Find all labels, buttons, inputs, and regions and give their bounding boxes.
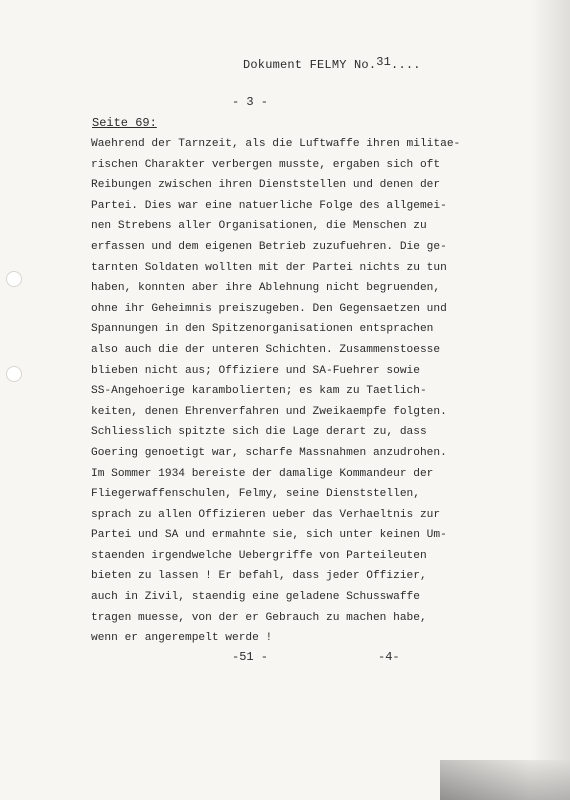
body-text [91,134,461,649]
page-corner-shadow [440,760,570,800]
text-line: also auch die der unteren Schichten. Zusammenstoesse [91,343,441,356]
text-line: Goering genoetigt war, scharfe Massnahmen anzudrohen. [91,446,447,459]
footer-page-number: -51 - [232,650,269,664]
punch-hole [6,366,22,382]
text-line: Spannungen in den Spitzenorganisationen entsprachen [91,323,434,336]
text-line: ohne ihr Geheimnis preiszugeben. Den Gegensaetzen und [91,302,447,315]
text-line: Schliesslich spitzte sich die Lage derart zu, dass [91,426,427,439]
document-reference-number: 31 [376,55,392,69]
section-heading: Seite 69: [92,116,157,130]
text-line: haben, konnten aber ihre Ablehnung nicht begruenden, [91,282,441,295]
text-line: Waehrend der Tarnzeit, als die Luftwaffe ihren militae- [91,138,461,150]
text-line: Reibungen zwischen ihren Dienststellen und denen der [91,179,441,192]
text-line: wenn er angerempelt werde ! [91,632,273,645]
text-line: nen Strebens aller Organisationen, die Menschen zu [91,220,427,233]
text-line: Fliegerwaffenschulen, Felmy, seine Dienststellen, [91,488,420,501]
text-line: auch in Zivil, staendig eine geladene Schusswaffe [91,591,420,604]
document-reference-prefix: Dokument FELMY No. [243,58,377,72]
text-line: SS-Angehoerige karambolierten; es kam zu Taetlich- [91,385,427,398]
text-line: tragen muesse, von der er Gebrauch zu machen habe, [91,611,427,624]
page-edge-shadow [530,0,570,800]
document-reference [243,55,421,72]
text-line: sprach zu allen Offizieren ueber das Verhaeltnis zur [91,508,441,521]
text-line: tarnten Soldaten wollten mit der Partei nichts zu tun [91,261,447,274]
text-line: blieben nicht aus; Offiziere und SA-Fuehrer sowie [91,364,420,377]
text-line: Im Sommer 1934 bereiste der damalige Kommandeur der [91,467,434,480]
text-line: bieten zu lassen ! Er befahl, dass jeder Offizier, [91,570,427,583]
text-line: erfassen und dem eigenen Betrieb zuzufuehren. Die ge- [91,240,447,253]
text-line: Partei. Dies war eine natuerliche Folge des allgemei- [91,199,447,212]
text-line: rischen Charakter verbergen musste, ergaben sich oft [91,158,441,171]
text-line: keiten, denen Ehrenverfahren und Zweikaempfe folgten. [91,405,447,418]
text-line: Partei und SA und ermahnte sie, sich unter keinen Um- [91,529,447,542]
document-reference-suffix: .... [391,58,421,72]
page-marker: - 3 - [232,95,269,109]
text-line: staenden irgendwelche Uebergriffe von Parteileuten [91,549,427,562]
punch-hole [6,271,22,287]
footer-next-page: -4- [378,650,400,664]
